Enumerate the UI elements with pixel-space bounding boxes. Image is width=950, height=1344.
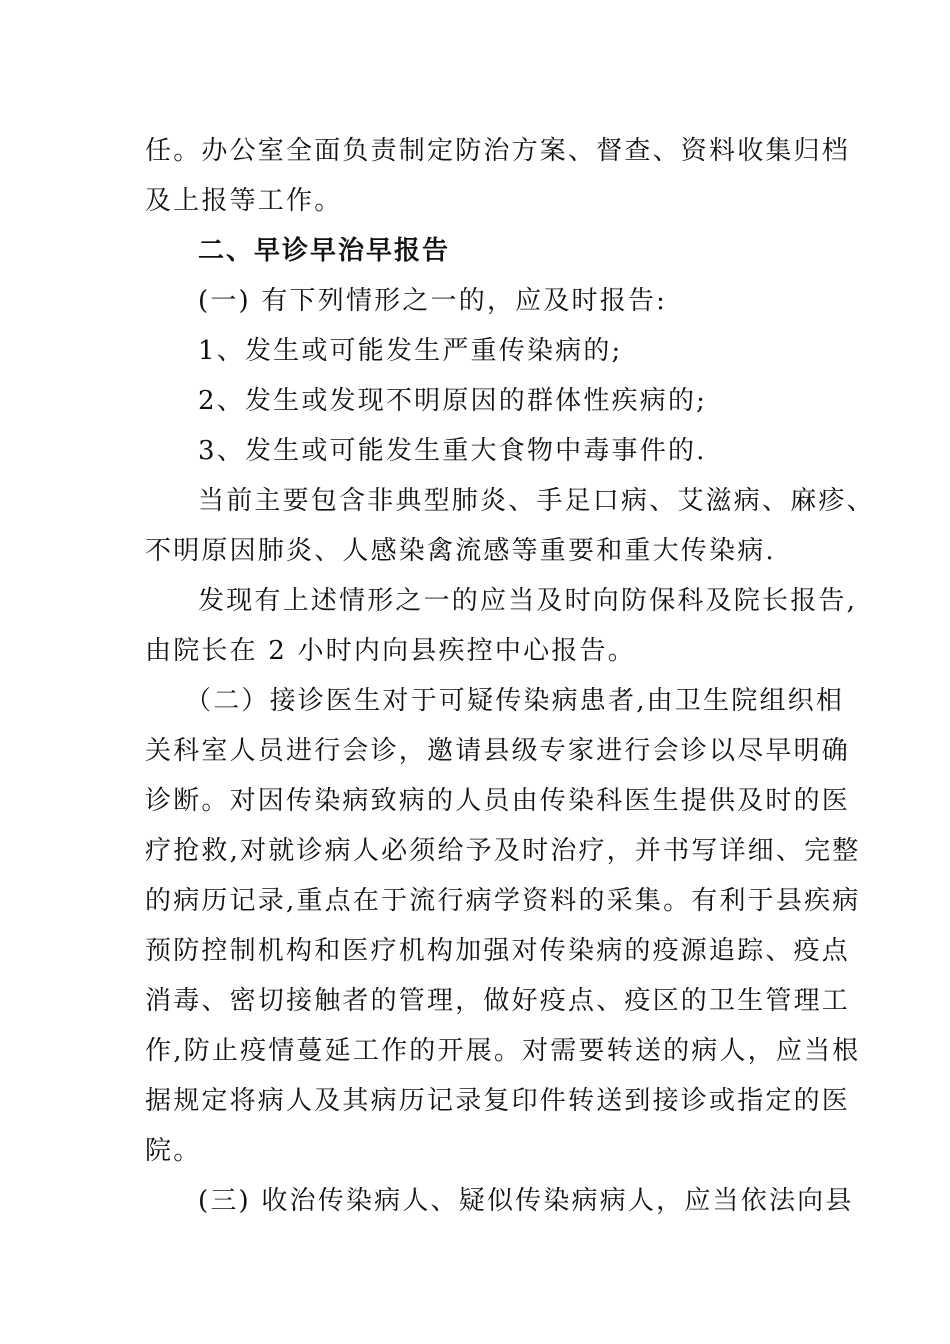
text-line: 作,防止疫情蔓延工作的开展。对需要转送的病人，应当根 <box>145 1036 861 1066</box>
text-line: 当前主要包含非典型肺炎、手足口病、艾滋病、麻疹、 <box>198 486 875 516</box>
text-line: (三) 收治传染病人、疑似传染病病人，应当依法向县 <box>198 1186 854 1216</box>
text-line: (一) 有下列情形之一的，应及时报告: <box>198 286 668 316</box>
text-line: 的病历记录,重点在于流行病学资料的采集。有利于县疾病 <box>145 886 861 916</box>
text-line: 关科室人员进行会诊，邀请县级专家进行会诊以尽早明确 <box>145 736 851 766</box>
section-heading: 二、早诊早治早报告 <box>198 236 451 266</box>
text-line: 及上报等工作。 <box>145 186 343 216</box>
text-line: 不明原因肺炎、人感染禽流感等重要和重大传染病. <box>145 536 776 566</box>
text-line: 消毒、密切接触者的管理，做好疫点、疫区的卫生管理工 <box>145 986 851 1016</box>
text-line: 由院长在 2 小时内向县疾控中心报告。 <box>145 636 636 666</box>
text-line: 发现有上述情形之一的应当及时向防保科及院长报告, <box>198 586 858 616</box>
text-line: 3、发生或可能发生重大食物中毒事件的. <box>198 436 707 466</box>
text-line: 诊断。对因传染病致病的人员由传染科医生提供及时的医 <box>145 786 851 816</box>
text-line: 任。办公室全面负责制定防治方案、督查、资料收集归档 <box>145 136 851 166</box>
text-line: 疗抢救,对就诊病人必须给予及时治疗，并书写详细、完整 <box>145 836 861 866</box>
text-line: 据规定将病人及其病历记录复印件转送到接诊或指定的医 <box>145 1086 851 1116</box>
text-line: 2、发生或发现不明原因的群体性疾病的; <box>198 386 708 416</box>
text-line: 预防控制机构和医疗机构加强对传染病的疫源追踪、疫点 <box>145 936 851 966</box>
text-line: 院。 <box>145 1136 202 1166</box>
text-line: （二）接诊医生对于可疑传染病患者,由卫生院组织相 <box>185 686 845 716</box>
text-line: 1、发生或可能发生严重传染病的; <box>198 336 623 366</box>
